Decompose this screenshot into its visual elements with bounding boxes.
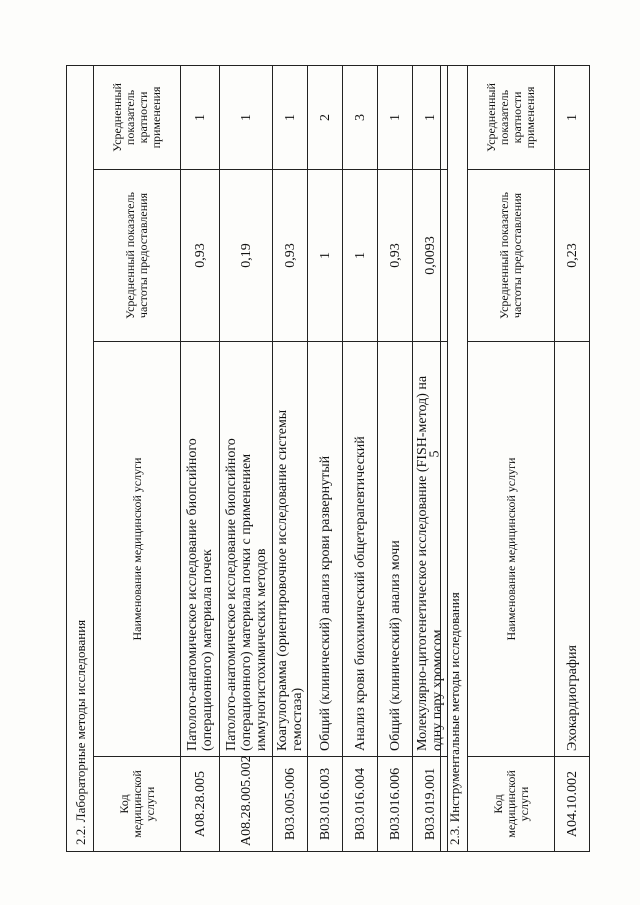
lab-row-mult: 1 [413, 65, 448, 169]
lab-header-mult: Усредненный показатель кратности применения [94, 65, 181, 169]
instr-header-mult: Усредненный показатель кратности применения [468, 65, 555, 169]
table-row [220, 65, 273, 851]
table-row [181, 65, 220, 851]
lab-row-mult: 1 [378, 65, 413, 169]
lab-header-freq: Усредненный показатель частоты предоставления [94, 170, 181, 342]
table-row [378, 65, 413, 851]
lab-row-mult: 2 [308, 65, 343, 169]
lab-row-freq: 0,93 [181, 170, 220, 342]
lab-row-mult: 1 [273, 65, 308, 169]
lab-row-name: Анализ крови биохимический общетерапевтический [343, 342, 378, 757]
instr-table [440, 65, 590, 852]
lab-row-name: Патолого-анатомическое исследование биопсийного (операционного) материала почки с применением иммуногистохимических методов [220, 342, 273, 757]
instr-row-code: A04.10.002 [555, 757, 590, 852]
table-row [308, 65, 343, 851]
instr-section-title: 2.3. Инструментальные методы исследования [441, 65, 468, 851]
lab-table [66, 65, 448, 852]
lab-row-freq: 0,93 [378, 170, 413, 342]
lab-row-code: A08.28.005 [181, 757, 220, 852]
instr-row-mult: 1 [555, 65, 590, 169]
lab-row-freq: 0,0093 [413, 170, 448, 342]
lab-row-freq: 1 [308, 170, 343, 342]
lab-row-mult: 3 [343, 65, 378, 169]
lab-row-code: A08.28.005.002 [220, 757, 273, 852]
lab-section-title: 2.2. Лабораторные методы исследования [67, 65, 94, 851]
lab-row-name: Общий (клинический) анализ крови развернутый [308, 342, 343, 757]
lab-header-code: Код медицинской услуги [94, 757, 181, 852]
instr-table-wrapper [440, 65, 590, 852]
lab-row-code: B03.016.003 [308, 757, 343, 852]
lab-table-wrapper [66, 65, 448, 852]
lab-row-freq: 1 [343, 170, 378, 342]
lab-row-name: Общий (клинический) анализ мочи [378, 342, 413, 757]
table-row [343, 65, 378, 851]
instr-header-name: Наименование медицинской услуги [468, 342, 555, 757]
lab-row-code: B03.005.006 [273, 757, 308, 852]
lab-row-name: Молекулярно-цитогенетическое исследование (FISH-метод) на одну пару хромосом [413, 342, 448, 757]
lab-row-code: B03.019.001 [413, 757, 448, 852]
instr-header-freq: Усредненный показатель частоты предоставления [468, 170, 555, 342]
lab-row-mult: 1 [181, 65, 220, 169]
lab-row-freq: 0,93 [273, 170, 308, 342]
table-row [555, 65, 590, 851]
instr-row-freq: 0,23 [555, 170, 590, 342]
table-row [273, 65, 308, 851]
lab-row-code: B03.016.006 [378, 757, 413, 852]
instr-row-name: Эхокардиография [555, 342, 590, 757]
lab-row-freq: 0,19 [220, 170, 273, 342]
page-number: 5 [427, 450, 443, 458]
lab-row-code: B03.016.004 [343, 757, 378, 852]
instr-header-code: Код медицинской услуги [468, 757, 555, 852]
lab-row-mult: 1 [220, 65, 273, 169]
lab-row-name: Коагулограмма (ориентировочное исследование системы гемостаза) [273, 342, 308, 757]
lab-header-name: Наименование медицинской услуги [94, 342, 181, 757]
lab-row-name: Патолого-анатомическое исследование биопсийного (операционного) материала почек [181, 342, 220, 757]
